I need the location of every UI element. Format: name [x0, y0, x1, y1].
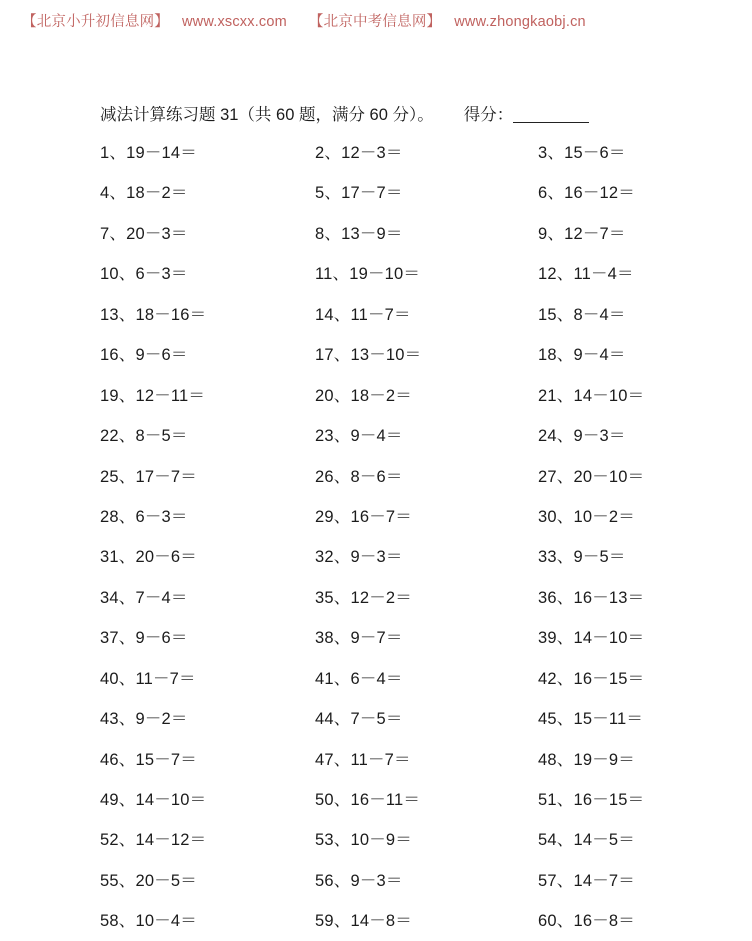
problem-24: 24、9－3＝ [538, 427, 626, 446]
problem-28: 28、6－3＝ [100, 507, 188, 526]
problem-14: 14、11－7＝ [315, 305, 411, 324]
problem-55: 55、20－5＝ [100, 871, 197, 890]
problem-45: 45、15－11＝ [538, 710, 644, 729]
score-blank-line [513, 106, 589, 124]
problem-37: 37、9－6＝ [100, 629, 188, 648]
problem-58: 58、10－4＝ [100, 912, 197, 931]
problem-2: 2、12－3＝ [315, 144, 403, 162]
problem-30: 30、10－2＝ [538, 507, 635, 526]
problems-grid [100, 133, 660, 941]
problem-4: 4、18－2＝ [100, 184, 188, 203]
worksheet-title-row [100, 101, 589, 125]
problem-33: 33、9－5＝ [538, 548, 626, 567]
problem-27: 27、20－10＝ [538, 467, 645, 486]
problem-60: 60、16－8＝ [538, 912, 635, 931]
problem-32: 32、9－3＝ [315, 548, 403, 567]
worksheet-title: 减法计算练习题 31（共 60 题，满分 60 分）。 [100, 106, 434, 124]
problem-57: 57、14－7＝ [538, 871, 635, 890]
problem-20: 20、18－2＝ [315, 386, 412, 405]
site1-name: 【北京小升初信息网】 [22, 14, 169, 30]
problem-42: 42、16－15＝ [538, 669, 645, 688]
problem-34: 34、7－4＝ [100, 588, 188, 607]
problem-54: 54、14－5＝ [538, 831, 635, 850]
problem-11: 11、19－10＝ [315, 265, 421, 284]
site1-url: www.xscxx.com [182, 14, 287, 30]
problem-39: 39、14－10＝ [538, 629, 645, 648]
problem-22: 22、8－5＝ [100, 427, 188, 446]
problem-50: 50、16－11＝ [315, 791, 421, 809]
site2-name: 【北京中考信息网】 [308, 14, 442, 30]
problem-49: 49、14－10＝ [100, 791, 207, 809]
problem-21: 21、14－10＝ [538, 386, 645, 405]
problem-8: 8、13－9＝ [315, 224, 403, 243]
problem-19: 19、12－11＝ [100, 386, 206, 405]
problem-52: 52、14－12＝ [100, 831, 207, 850]
problem-26: 26、8－6＝ [315, 467, 403, 486]
problem-47: 47、11－7＝ [315, 750, 411, 769]
problem-15: 15、8－4＝ [538, 305, 626, 324]
site-header [22, 10, 586, 31]
problem-43: 43、9－2＝ [100, 710, 188, 729]
problem-53: 53、10－9＝ [315, 831, 412, 850]
problem-25: 25、17－7＝ [100, 467, 197, 486]
problem-3: 3、15－6＝ [538, 144, 626, 162]
problem-38: 38、9－7＝ [315, 629, 403, 648]
problem-56: 56、9－3＝ [315, 871, 403, 890]
problem-6: 6、16－12＝ [538, 184, 635, 203]
problem-48: 48、19－9＝ [538, 750, 635, 769]
problem-46: 46、15－7＝ [100, 750, 197, 769]
problem-31: 31、20－6＝ [100, 548, 197, 567]
problem-23: 23、9－4＝ [315, 427, 403, 446]
problem-36: 36、16－13＝ [538, 588, 645, 607]
problem-12: 12、11－4＝ [538, 265, 634, 284]
problem-41: 41、6－4＝ [315, 669, 403, 688]
problem-59: 59、14－8＝ [315, 912, 412, 931]
problem-29: 29、16－7＝ [315, 507, 412, 526]
problem-13: 13、18－16＝ [100, 305, 207, 324]
problem-44: 44、7－5＝ [315, 710, 403, 729]
site2-url: www.zhongkaobj.cn [454, 14, 586, 30]
problem-1: 1、19－14＝ [100, 144, 197, 162]
problem-35: 35、12－2＝ [315, 588, 412, 607]
problem-40: 40、11－7＝ [100, 669, 196, 688]
problem-18: 18、9－4＝ [538, 346, 626, 365]
problem-16: 16、9－6＝ [100, 346, 188, 365]
problem-17: 17、13－10＝ [315, 346, 422, 365]
problem-10: 10、6－3＝ [100, 265, 188, 284]
problem-51: 51、16－15＝ [538, 791, 645, 809]
problem-7: 7、20－3＝ [100, 224, 188, 243]
score-label: 得分： [463, 106, 514, 124]
problem-9: 9、12－7＝ [538, 224, 626, 243]
problem-5: 5、17－7＝ [315, 184, 403, 203]
